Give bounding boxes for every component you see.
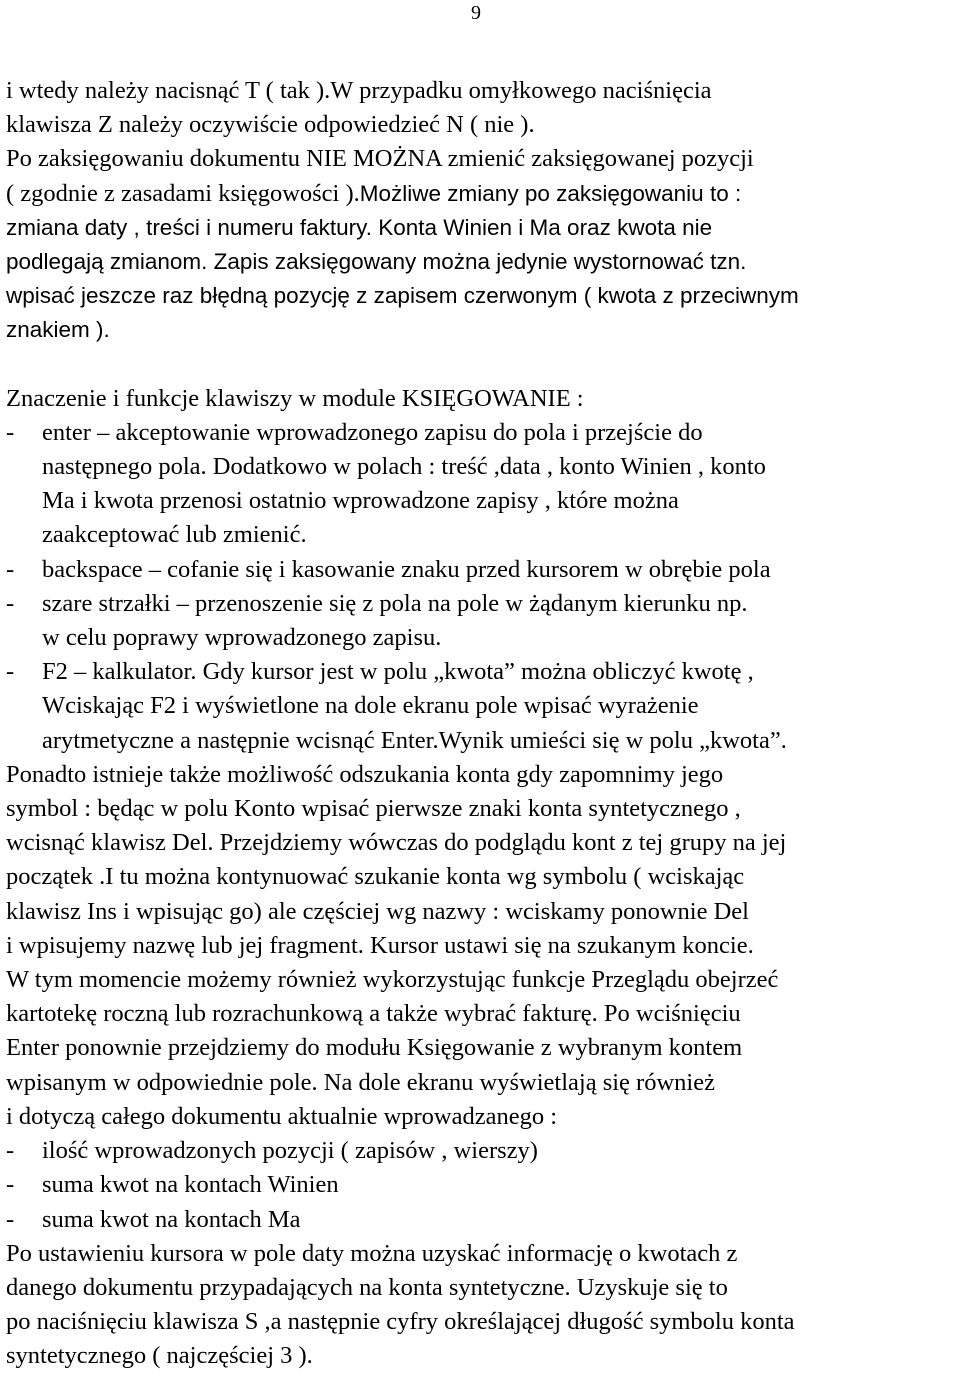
list-line	[6, 587, 960, 621]
list-item	[6, 416, 960, 553]
document-body	[6, 74, 960, 1374]
search-paragraph	[6, 758, 960, 1134]
text-line: Po zaksięgowaniu dokumentu NIE MOŻNA zmienić zaksięgowanej pozycji	[6, 145, 754, 173]
list-line: Ma i kwota przenosi ostatnio wprowadzone zapisy , które można	[42, 487, 679, 515]
list-dash: -	[6, 589, 15, 617]
list-line: arytmetyczne a następnie wcisnąć Enter.Wynik umieści się w polu „kwota”.	[42, 726, 787, 754]
list-item	[6, 553, 960, 587]
text-line: klawisz Ins i wpisując go) ale częściej wg nazwy : wciskamy ponownie Del	[6, 897, 749, 925]
list-text: backspace – cofanie się i kasowanie znaku przed kursorem w obrębie pola	[42, 555, 771, 583]
list-line: następnego pola. Dodatkowo w polach : treść ,data , konto Winien , konto	[42, 453, 766, 481]
text-line: i wtedy należy nacisnąć T ( tak ).W przypadku omyłkowego naciśnięcia	[6, 77, 712, 104]
list-dash: -	[6, 555, 15, 583]
text-segment: ( zgodnie z zasadami księgowości ).	[6, 179, 360, 207]
text-line: i wpisujemy nazwę lub jej fragment. Kursor ustawi się na szukanym koncie.	[6, 931, 754, 959]
text-line: wpisanym w odpowiednie pole. Na dole ekranu wyświetlają się również	[6, 1068, 715, 1096]
text-segment: Możliwe zmiany po zaksięgowaniu to :	[359, 180, 742, 206]
paragraph-gap	[6, 348, 960, 382]
list-text: ilość wprowadzonych pozycji ( zapisów , wierszy)	[42, 1137, 538, 1165]
text-line: wcisnąć klawisz Del. Przejdziemy wówczas do podglądu kont z tej grupy na jej	[6, 829, 787, 857]
list-line: w celu poprawy wprowadzonego zapisu.	[42, 624, 442, 652]
list-item	[6, 655, 960, 758]
list-text: F2 – kalkulator. Gdy kursor jest w polu „kwota” można obliczyć kwotę ,	[42, 658, 754, 686]
list-dash: -	[6, 1171, 15, 1199]
text-line: danego dokumentu przypadających na konta syntetyczne. Uzyskuje się to	[6, 1273, 728, 1301]
list-dash: -	[6, 1205, 15, 1233]
final-paragraph	[6, 1237, 960, 1374]
list-text: enter – akceptowanie wprowadzonego zapisu do pola i przejście do	[42, 418, 703, 446]
list-dash: -	[6, 1137, 15, 1165]
text-line: początek .I tu można kontynuować szukanie konta wg symbolu ( wciskając	[6, 863, 745, 891]
list-dash: -	[6, 658, 15, 686]
text-line: Po ustawieniu kursora w pole daty można uzyskać informację o kwotach z	[6, 1239, 738, 1267]
section-heading: Znaczenie i funkcje klawiszy w module KSIĘGOWANIE :	[6, 384, 584, 412]
text-line: podlegają zmianom. Zapis zaksięgowany można jedynie wystornować tzn.	[6, 249, 747, 275]
text-line	[6, 177, 960, 211]
page-number: 9	[471, 2, 481, 24]
list-item	[6, 1168, 960, 1202]
keys-section	[6, 382, 960, 758]
list-item	[6, 1203, 960, 1237]
text-segment: zmiana daty , treści i numeru faktury.	[6, 214, 372, 240]
text-line: znakiem ).	[6, 317, 110, 343]
text-line: syntetycznego ( najczęściej 3 ).	[6, 1342, 313, 1370]
list-line: Wciskając F2 i wyświetlone na dole ekranu pole wpisać wyrażenie	[42, 692, 699, 720]
text-line: wpisać jeszcze raz błędną pozycję z zapisem czerwonym ( kwota z przeciwnym	[6, 283, 799, 309]
list-text: suma kwot na kontach Winien	[42, 1171, 339, 1199]
list-line	[6, 553, 960, 587]
text-line: Enter ponownie przejdziemy do modułu Księgowanie z wybranym kontem	[6, 1034, 743, 1062]
list-line	[6, 416, 960, 450]
list-item	[6, 587, 960, 655]
list-text: suma kwot na kontach Ma	[42, 1205, 301, 1233]
text-segment: Konta Winien i Ma oraz kwota nie	[371, 214, 713, 240]
list-line: zaakceptować lub zmienić.	[42, 521, 307, 549]
summary-list	[6, 1134, 960, 1237]
text-line: klawisza Z należy oczywiście odpowiedzieć N ( nie ).	[6, 111, 535, 139]
text-line	[6, 211, 960, 245]
list-text: szare strzałki – przenoszenie się z pola na pole w żądanym kierunku np.	[42, 589, 748, 617]
intro-paragraph	[6, 74, 960, 348]
text-line: kartotekę roczną lub rozrachunkową a także wybrać fakturę. Po wciśnięciu	[6, 1000, 741, 1028]
text-line: i dotyczą całego dokumentu aktualnie wprowadzanego :	[6, 1102, 558, 1130]
text-line: symbol : będąc w polu Konto wpisać pierwsze znaki konta syntetycznego ,	[6, 795, 741, 823]
list-dash: -	[6, 418, 15, 446]
text-line: po naciśnięciu klawisza S ,a następnie cyfry określającej długość symbolu konta	[6, 1308, 795, 1336]
text-line: Ponadto istnieje także możliwość odszukania konta gdy zapomnimy jego	[6, 760, 724, 788]
list-item	[6, 1134, 960, 1168]
list-line	[6, 655, 960, 689]
text-line: W tym momencie możemy również wykorzystując funkcje Przeglądu obejrzeć	[6, 966, 779, 994]
